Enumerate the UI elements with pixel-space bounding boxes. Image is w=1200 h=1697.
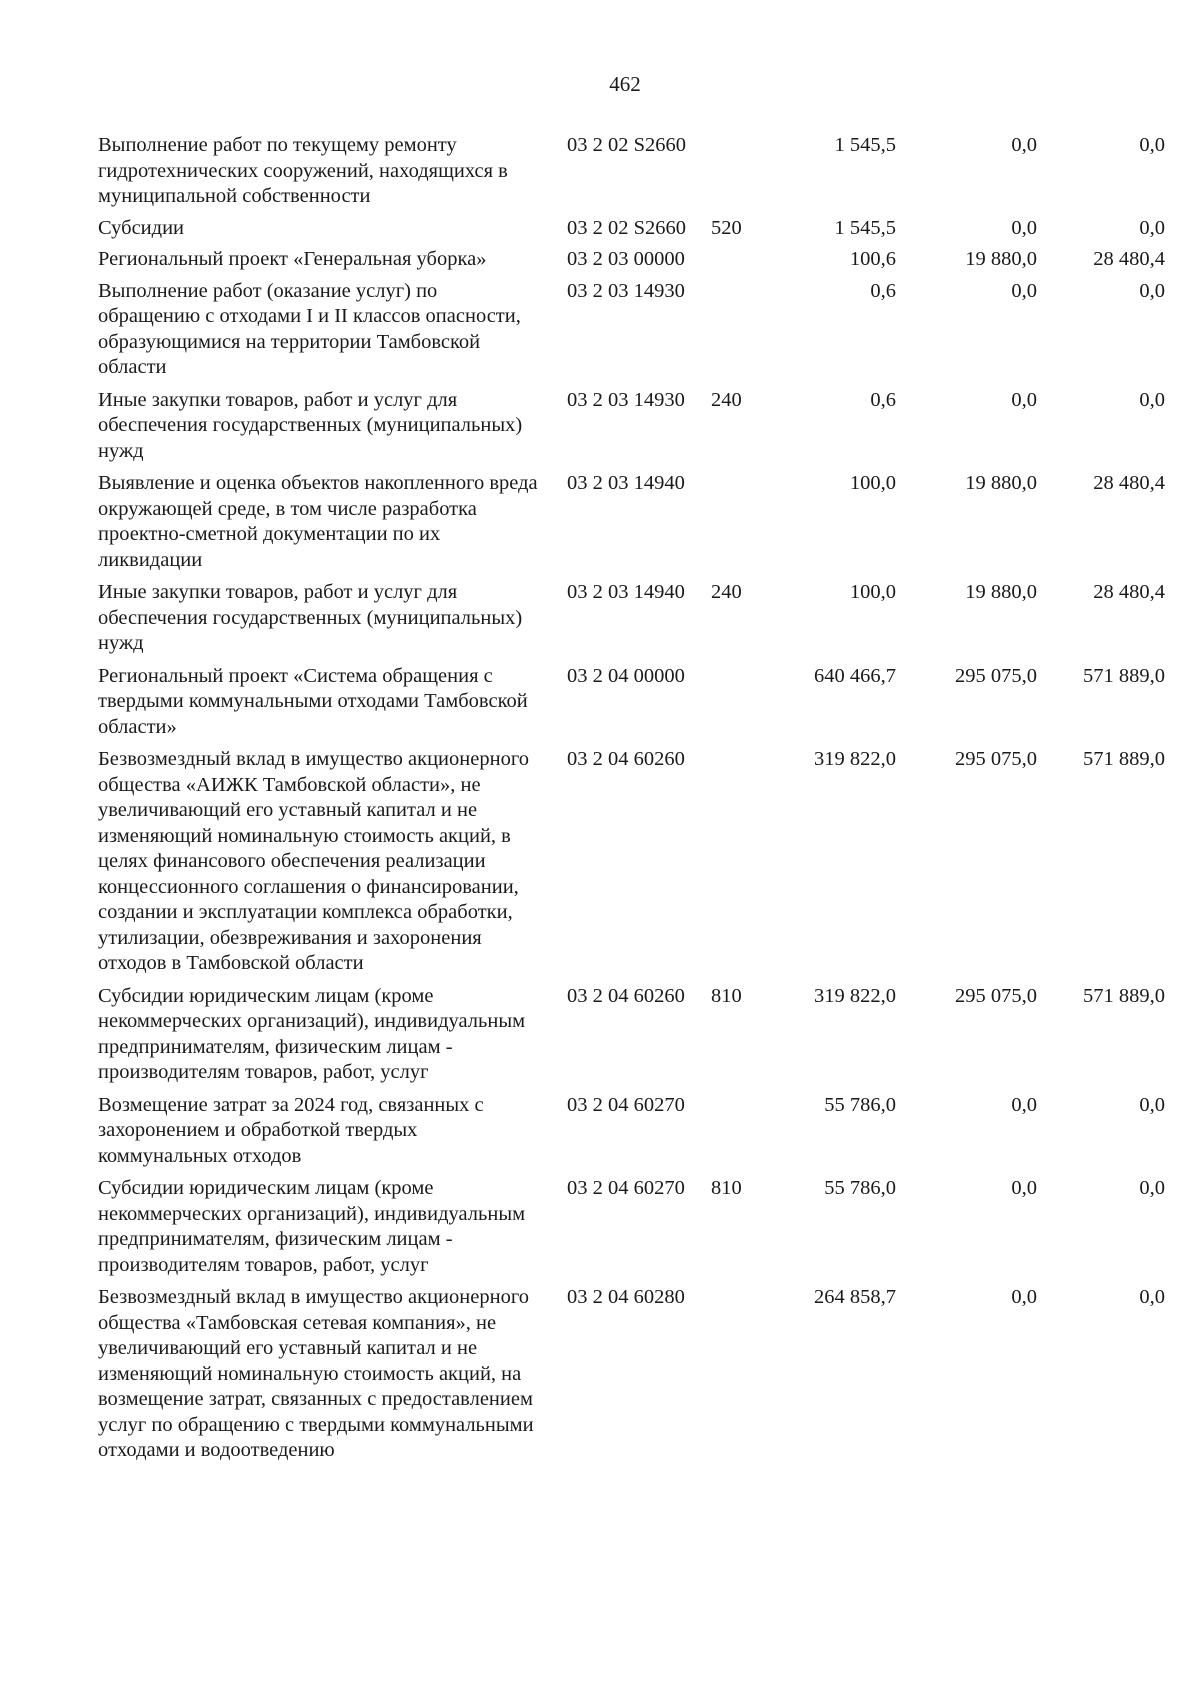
row-value-year3: 0,0 <box>1139 1286 1165 1308</box>
row-expense-type: 240 <box>711 388 742 411</box>
table-row <box>0 1285 1200 1464</box>
row-value-year1: 100,0 <box>849 581 896 603</box>
row-description: Возмещение затрат за 2024 год, связанных с захоронением и обработкой твердых коммунальных отходов <box>98 1093 484 1167</box>
row-value-year3: 0,0 <box>1139 216 1165 239</box>
row-value-year2: 0,0 <box>1011 1177 1037 1199</box>
row-value-year1: 319 822,0 <box>814 748 896 770</box>
row-value-year1: 55 786,0 <box>824 1177 896 1199</box>
table-row <box>0 580 1200 657</box>
row-value-year1: 640 466,7 <box>814 664 896 687</box>
row-description: Региональный проект «Генеральная уборка» <box>98 248 487 270</box>
table-row <box>0 388 1200 465</box>
row-description: Субсидии юридическим лицам (кроме некоммерческих организаций), индивидуальным предпринимателям, физическим лицам - производителям товаров, работ, услуг <box>98 984 526 1083</box>
row-target-code: 03 2 03 00000 <box>567 248 685 270</box>
row-target-code: 03 2 02 S2660 <box>567 134 687 156</box>
row-value-year1: 100,6 <box>849 248 896 270</box>
table-row <box>0 1176 1200 1278</box>
row-target-code: 03 2 03 14940 <box>567 581 685 603</box>
row-value-year1: 0,6 <box>870 388 896 411</box>
row-value-year3: 0,0 <box>1139 279 1165 302</box>
row-value-year1: 100,0 <box>849 472 896 494</box>
row-value-year2: 295 075,0 <box>955 984 1037 1007</box>
row-target-code: 03 2 04 60260 <box>567 984 685 1007</box>
row-value-year3: 571 889,0 <box>1083 664 1165 687</box>
row-value-year2: 0,0 <box>1011 279 1037 302</box>
table-row <box>0 984 1200 1086</box>
row-value-year1: 1 545,5 <box>834 216 896 239</box>
table-row <box>0 133 1200 210</box>
row-value-year2: 19 880,0 <box>965 581 1037 603</box>
row-value-year3: 0,0 <box>1139 388 1165 411</box>
row-target-code: 03 2 04 60270 <box>567 1177 685 1199</box>
row-value-year3: 0,0 <box>1139 1177 1165 1199</box>
row-value-year1: 264 858,7 <box>814 1286 896 1308</box>
table-row <box>0 664 1200 741</box>
row-value-year3: 28 480,4 <box>1093 248 1165 270</box>
row-target-code: 03 2 03 14940 <box>567 472 685 494</box>
row-target-code: 03 2 04 60260 <box>567 748 685 770</box>
row-description: Выполнение работ по текущему ремонту гидротехнических сооружений, находящихся в муниципальной собственности <box>98 134 508 207</box>
row-description: Выполнение работ (оказание услуг) по обращению с отходами I и II классов опасности, образующимися на территории Тамбовской области <box>98 279 521 378</box>
row-description: Безвозмездный вклад в имущество акционерного общества «Тамбовская сетевая компания», не увеличивающий его уставный капитал и не изменяющий номинальную стоимость акций, на возмещение затрат, связанных с предоставлением услуг по обращению с твердыми коммунальными отходами и водоотведению <box>98 1286 534 1461</box>
table-row <box>0 247 1200 273</box>
row-description: Безвозмездный вклад в имущество акционерного общества «АИЖК Тамбовской области», не увеличивающий его уставный капитал и не изменяющий номинальную стоимость акций, в целях финансового обеспечения реализации концессионного соглашения о финансировании, создании и эксплуатации комплекса обработки, утилизации, обезвреживания и захоронения отходов в Тамбовской области <box>98 748 529 974</box>
row-value-year1: 1 545,5 <box>834 134 896 156</box>
row-target-code: 03 2 04 00000 <box>567 664 685 687</box>
row-value-year2: 19 880,0 <box>965 248 1037 270</box>
row-value-year2: 0,0 <box>1011 134 1037 156</box>
row-description: Региональный проект «Система обращения с твердыми коммунальными отходами Тамбовской области» <box>98 664 528 738</box>
table-row <box>0 747 1200 977</box>
table-row <box>0 471 1200 573</box>
row-target-code: 03 2 04 60280 <box>567 1286 685 1308</box>
row-value-year1: 319 822,0 <box>814 984 896 1007</box>
row-description: Выявление и оценка объектов накопленного вреда окружающей среде, в том числе разработка проектно-сметной документации по их ликвидации <box>98 472 538 571</box>
row-description: Субсидии <box>98 216 185 239</box>
row-value-year2: 295 075,0 <box>955 748 1037 770</box>
table-row <box>0 1093 1200 1170</box>
row-value-year2: 0,0 <box>1011 1286 1037 1308</box>
row-value-year2: 0,0 <box>1011 216 1037 239</box>
row-value-year3: 0,0 <box>1139 134 1165 156</box>
row-value-year3: 28 480,4 <box>1093 581 1165 603</box>
table-row <box>0 279 1200 381</box>
row-value-year2: 0,0 <box>1011 388 1037 411</box>
row-value-year1: 55 786,0 <box>824 1093 896 1116</box>
row-target-code: 03 2 04 60270 <box>567 1093 685 1116</box>
budget-table <box>0 133 1200 1464</box>
table-row <box>0 216 1200 242</box>
row-target-code: 03 2 02 S2660 <box>567 216 687 239</box>
row-value-year2: 19 880,0 <box>965 472 1037 494</box>
row-target-code: 03 2 03 14930 <box>567 279 685 302</box>
row-expense-type: 240 <box>711 581 742 603</box>
row-expense-type: 810 <box>711 1177 742 1199</box>
row-expense-type: 520 <box>711 216 742 239</box>
row-description: Субсидии юридическим лицам (кроме некоммерческих организаций), индивидуальным предпринимателям, физическим лицам - производителям товаров, работ, услуг <box>98 1177 526 1276</box>
row-description: Иные закупки товаров, работ и услуг для обеспечения государственных (муниципальных) нужд <box>98 581 523 654</box>
row-value-year3: 571 889,0 <box>1083 748 1165 770</box>
row-description: Иные закупки товаров, работ и услуг для обеспечения государственных (муниципальных) нужд <box>98 388 523 462</box>
page-number: 462 <box>609 72 641 96</box>
row-value-year3: 571 889,0 <box>1083 984 1165 1007</box>
row-value-year3: 28 480,4 <box>1093 472 1165 494</box>
row-value-year3: 0,0 <box>1139 1093 1165 1116</box>
row-value-year2: 295 075,0 <box>955 664 1037 687</box>
row-value-year2: 0,0 <box>1011 1093 1037 1116</box>
row-expense-type: 810 <box>711 984 742 1007</box>
row-value-year1: 0,6 <box>870 279 896 302</box>
row-target-code: 03 2 03 14930 <box>567 388 685 411</box>
